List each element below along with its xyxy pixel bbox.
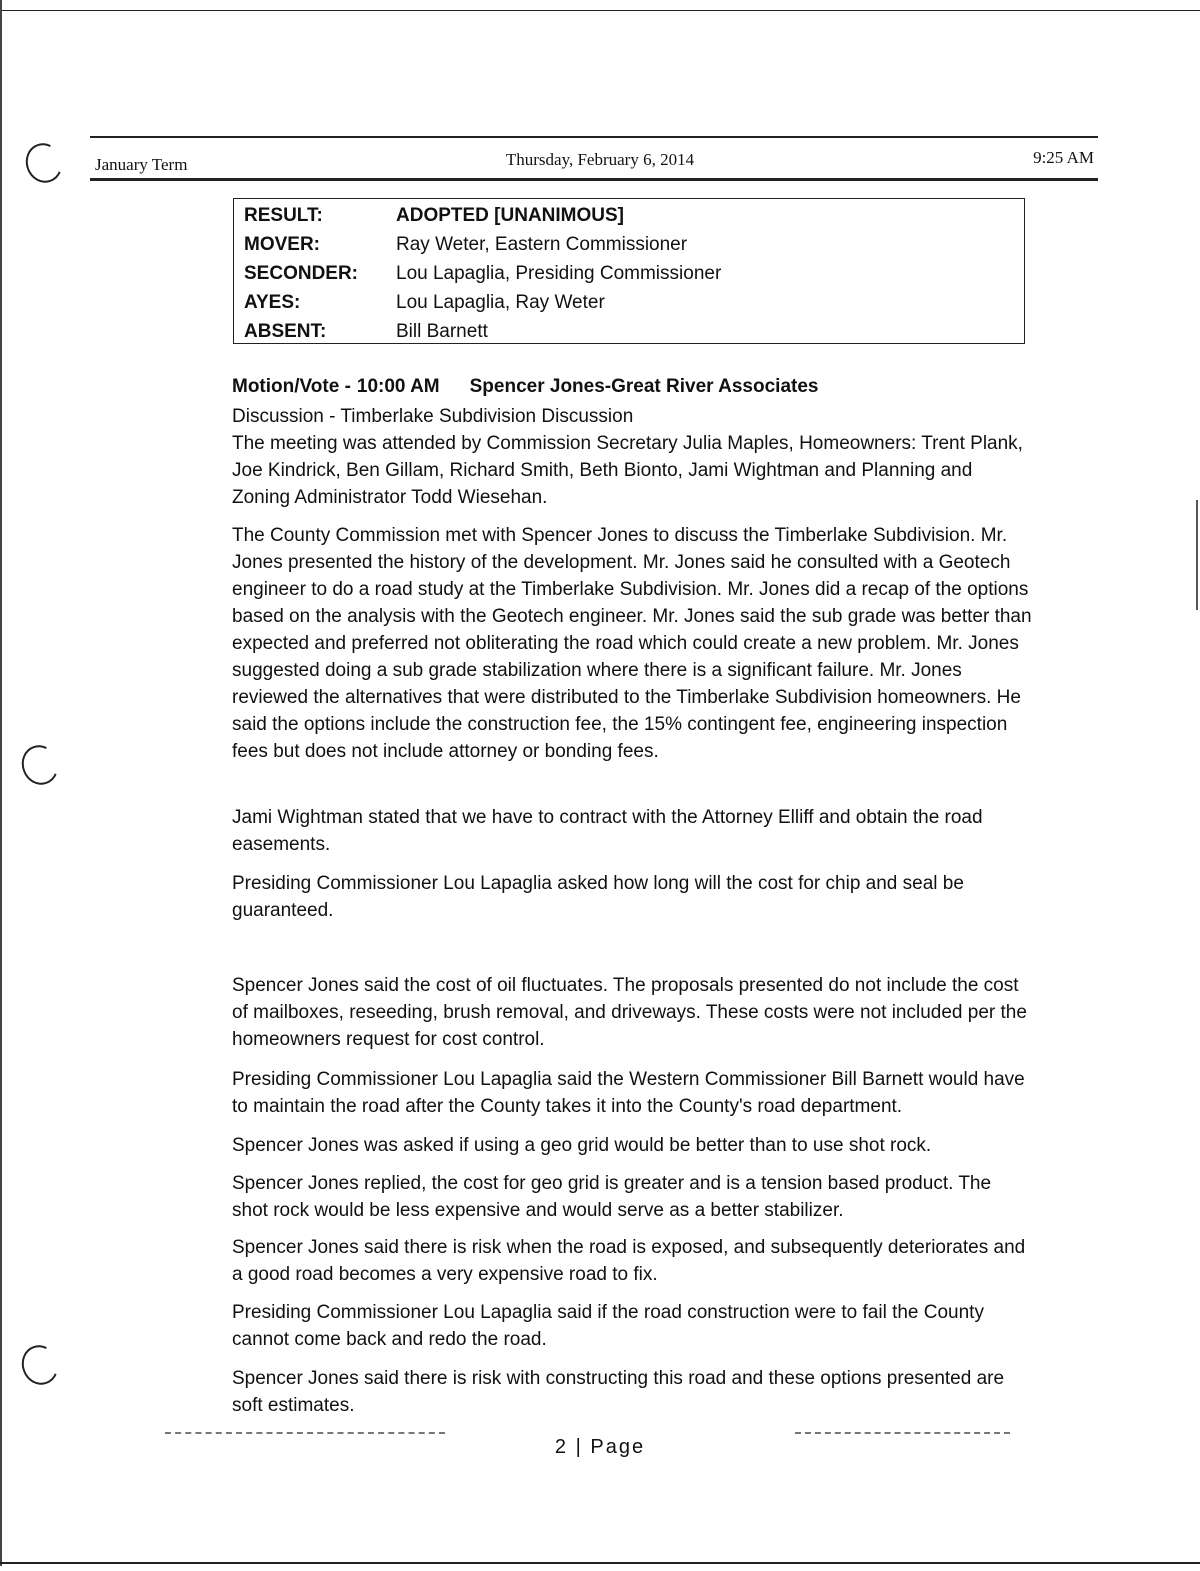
paragraph-soft-estimates: Spencer Jones said there is risk with constructing this road and these options presented are soft estimates. bbox=[232, 1368, 1005, 1416]
motion-label: Motion/Vote - bbox=[232, 376, 351, 397]
mover-value: Ray Weter, Eastern Commissioner bbox=[396, 234, 688, 255]
absent-key: ABSENT: bbox=[244, 321, 327, 342]
page-footer bbox=[0, 1436, 1200, 1459]
paragraph-geo-grid-reply: Spencer Jones replied, the cost for geo grid is greater and is a tension based product. The shot rock would be less expensive and would serve as a better stabilizer. bbox=[232, 1173, 992, 1221]
paragraph-geo-grid-question: Spencer Jones was asked if using a geo grid would be better than to use shot rock. bbox=[232, 1135, 932, 1156]
punch-hole-icon bbox=[16, 740, 64, 790]
motion-time: 10:00 AM bbox=[356, 376, 440, 397]
footer-dashes bbox=[795, 1432, 1010, 1434]
seconder-value: Lou Lapaglia, Presiding Commissioner bbox=[396, 263, 722, 284]
page-label: | Page bbox=[575, 1436, 646, 1458]
paragraph-attorney: Jami Wightman stated that we have to contract with the Attorney Elliff and obtain the road easements. bbox=[232, 807, 983, 855]
motion-heading bbox=[232, 376, 818, 398]
header-term: January Term bbox=[95, 155, 188, 174]
paragraph-construction-fail: Presiding Commissioner Lou Lapaglia said if the road construction were to fail the County cannot come back and redo the road. bbox=[232, 1302, 984, 1350]
scan-edge-right bbox=[1196, 500, 1198, 610]
paragraph-history: The County Commission met with Spencer Jones to discuss the Timberlake Subdivision. Mr. Jones presented the history of the development. Mr. Jones said he consulted with a Geotech engineer to do a road study at the Timberlake Subdivision. Mr. Jones did a recap of the options based on the analysis with the Geotech engineer. Mr. Jones said the sub grade was better than expected and preferred not obliterating the road which could create a new problem. Mr. Jones suggested doing a sub grade stabilization where there is a significant failure. Mr. Jones reviewed the alternatives that were distributed to the Timberlake Subdivision homeowners. He said the options include the construction fee, the 15% contingent fee, engineering inspection fees but does not include attorney or bonding fees. bbox=[232, 525, 1032, 762]
vote-result-box bbox=[233, 198, 1025, 344]
page-number: 2 bbox=[554, 1436, 569, 1458]
paragraph-risk-exposed: Spencer Jones said there is risk when the road is exposed, and subsequently deteriorates and a good road becomes a very expensive road to fix. bbox=[232, 1237, 1026, 1285]
paragraph-oil-cost: Spencer Jones said the cost of oil fluctuates. The proposals presented do not include the cost of mailboxes, reseeding, brush removal, and driveways. These costs were not included per the homeowners request for cost control. bbox=[232, 975, 1027, 1050]
motion-title: Spencer Jones-Great River Associates bbox=[469, 376, 819, 397]
result-key: RESULT: bbox=[244, 205, 323, 226]
header-time: 9:25 AM bbox=[1033, 148, 1094, 167]
paragraph-chip-seal: Presiding Commissioner Lou Lapaglia asked how long will the cost for chip and seal be guaranteed. bbox=[232, 873, 964, 921]
scan-edge-top bbox=[0, 0, 1200, 11]
discussion-line: Discussion - Timberlake Subdivision Discussion bbox=[232, 406, 634, 427]
header-rule-bottom bbox=[90, 178, 1098, 181]
punch-hole-icon bbox=[16, 1340, 64, 1390]
scan-edge-bottom bbox=[0, 1562, 1200, 1564]
scan-edge-left bbox=[0, 0, 2, 1566]
mover-key: MOVER: bbox=[244, 234, 320, 255]
result-value: ADOPTED [UNANIMOUS] bbox=[396, 205, 624, 226]
ayes-key: AYES: bbox=[244, 292, 301, 313]
seconder-key: SECONDER: bbox=[244, 263, 359, 284]
footer-dashes bbox=[165, 1432, 445, 1434]
absent-value: Bill Barnett bbox=[396, 321, 488, 342]
header-date: Thursday, February 6, 2014 bbox=[505, 150, 695, 169]
paragraph-attendance: The meeting was attended by Commission Secretary Julia Maples, Homeowners: Trent Plank, Joe Kindrick, Ben Gillam, Richard Smith, Beth Bionto, Jami Wightman and Planning and Zoning Administrator Todd Wiesehan. bbox=[232, 433, 1023, 508]
ayes-value: Lou Lapaglia, Ray Weter bbox=[396, 292, 605, 313]
paragraph-maintain-road: Presiding Commissioner Lou Lapaglia said the Western Commissioner Bill Barnett would have to maintain the road after the County takes it into the County's road department. bbox=[232, 1069, 1025, 1117]
header-rule-top bbox=[90, 136, 1098, 138]
